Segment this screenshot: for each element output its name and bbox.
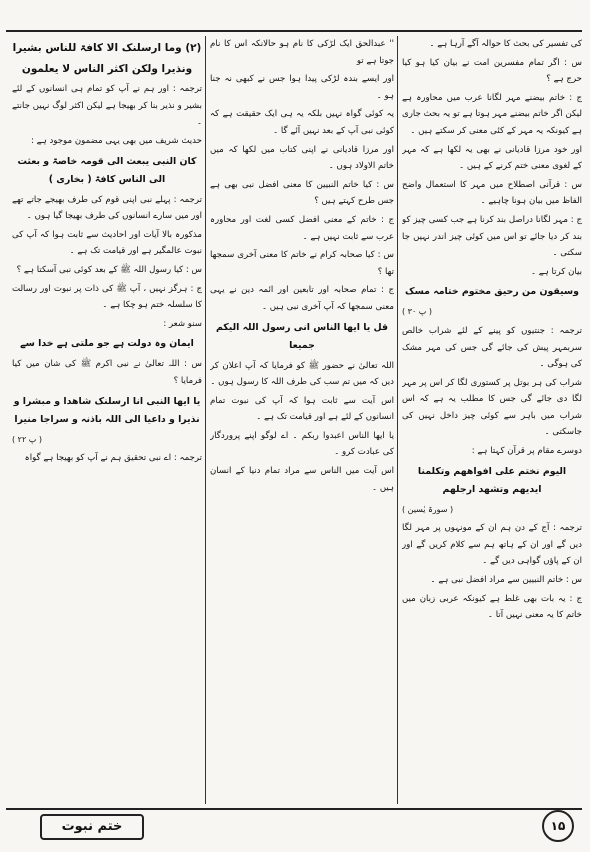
quran-verse: یا ایھا النبی انا ارسلنک شاھدا و مبشرا و نذیرا و داعیا الی اللہ باذنہ و سراجا منیرا — [13, 395, 201, 425]
paragraph: حدیث شریف میں بھی یہی مضمون موجود ہے : — [31, 135, 202, 146]
verse-reference: ( پ ۳۰ ) — [402, 307, 433, 317]
paragraph: ترجمہ : اور ہم نے آپ کو تمام ہی انسانوں کے لئے بشیر و نذیر بنا کر بھیجا ہے لیکن اکثر لوگ نہیں جانتے ۔ — [12, 84, 202, 128]
paragraph: س : کیا رسول اللہ ﷺ کے بعد کوئی نبی آسکتا ہے ؟ — [16, 264, 202, 275]
paragraph: ترجمہ : پہلے نبی اپنی قوم کی طرف بھیجے جاتے تھے اور میں سارے انسانوں کی طرف بھیجا گیا ہوں ۔ — [12, 194, 202, 222]
paragraph: ج : خاتم بیضنے مہر لگانا عرب میں محاورہ ہے لیکن اگر خاتم بیضنے مہر ہوتا ہے تو یہ بحث جاری ہے کیونکہ یہ مہر کے کئی معنی کر سکتے ہیں ۔ — [402, 92, 582, 136]
paragraph: ج : یہ بات بھی غلط ہے کیونکہ عربی زبان میں خاتم کا یہ معنی نہیں آتا ۔ — [402, 593, 582, 621]
paragraph: ج : خاتم کے معنی افضل کسی لغت اور محاورہ عرب سے ثابت نہیں ہے ۔ — [210, 214, 394, 242]
paragraph: مذکورہ بالا آیات اور احادیث سے ثابت ہوا کہ آپ کی نبوت عالمگیر ہے اور قیامت تک ہے ۔ — [12, 229, 202, 257]
column-divider — [205, 36, 206, 804]
paragraph: ترجمہ : آج کے دن ہم ان کے مونہوں پر مہر لگا دیں گے اور ان کے ہاتھ ہم سے کلام کریں گے اور ان کے پاؤں گواہی دیں گے ۔ — [402, 523, 582, 567]
paragraph: س : اللہ تعالیٰ نے نبی اکرم ﷺ کی شان میں کیا فرمایا ؟ — [12, 359, 202, 386]
document-page — [6, 8, 582, 846]
paragraph: س : خاتم النبیین سے مراد افضل نبی ہے ۔ — [430, 575, 582, 586]
verse-reference: ( سورۃ یٰسین ) — [402, 504, 454, 514]
hadith-text: کان النبی یبعث الی قومہ خاصۃ و بعثت الی الناس کافۃ ( بخاری ) — [17, 155, 197, 185]
column-left-header: (۲) وما ارسلنک الا کافۃ للناس بشیرا — [12, 42, 202, 54]
paragraph: دوسرے مقام پر قرآن کہتا ہے : — [471, 446, 582, 457]
paragraph: اور خود مرزا قادیانی نے بھی یہ لکھا ہے کہ مہر کے لغوی معنی ختم کرنے کے ہیں ۔ — [402, 144, 582, 172]
column-middle-header: '' عبدالحق ایک لڑکی کا نام ہو حالانکہ اس کا نام جوتا ہے تو — [210, 39, 394, 66]
paragraph: اللہ تعالیٰ نے حضور ﷺ کو فرمایا کہ آپ اعلان کر دیں کہ میں تم سب کی طرف اللہ کا رسول ہوں ۔ — [210, 360, 394, 388]
paragraph: اور مرزا قادیانی نے اپنی کتاب میں لکھا کہ میں خاتم الاولاد ہوں ۔ — [210, 144, 394, 172]
verse-continuation: ونذیرا ولکن اکثر الناس لا یعلمون — [21, 62, 193, 75]
column-right — [402, 36, 582, 804]
paragraph: ترجمہ : جنتیوں کو پینے کے لئے شراب خالص سربمہر پیش کی جائے گی جس کی مہر مشک کی ہوگی ۔ — [402, 325, 582, 370]
paragraph: س : اگر تمام مفسرین امت نے بیان کیا ہو کیا حرج ہے ؟ — [402, 57, 582, 85]
top-rule — [6, 30, 582, 32]
paragraph: شراب کی ہر بوتل پر کستوری لگا کر اس پر مہر لگا دی جائے گی جس کا مطلب یہ ہے کہ اس شراب میں باہر سے کوئی چیز داخل نہیں کی جاسکتی ۔ — [402, 377, 582, 438]
paragraph: بیان کرتا ہے ۔ — [530, 266, 582, 277]
page-number: ۱۵ — [542, 810, 574, 842]
paragraph: ج : تمام صحابہ اور تابعین اور ائمہ دین نے یہی معنی سمجھا کہ آپ آخری نبی ہیں ۔ — [210, 285, 394, 312]
paragraph: اور ایسے بندہ لڑکی پیدا ہوا جس نے کبھی نہ جنا ہو ۔ — [210, 74, 394, 101]
quran-verse: الیوم نختم علی افواھھم وتکلمنا ایدیھم وتشھد ارجلھم — [417, 465, 567, 495]
paragraph: ج : مہر لگانا دراصل بند کرنا ہے جب کسی چیز کو بند کر دیا جائے تو اس میں کوئی چیز اندر نہیں جا سکتی ۔ — [402, 214, 582, 259]
paragraph: س : کیا صحابہ کرام نے خاتم کا معنی آخری سمجھا تھا ؟ — [210, 250, 394, 277]
paragraph: ترجمہ : اے نبی تحقیق ہم نے آپ کو بھیجا ہے گواہ — [24, 453, 202, 464]
magazine-logo: ختم نبوت — [40, 814, 144, 840]
paragraph: اس آیت میں الناس سے مراد تمام دنیا کے انسان ہیں ۔ — [210, 466, 394, 493]
paragraph: س : کیا خاتم النبیین کا معنی افضل نبی بھی ہے جس طرح کہتے ہیں ؟ — [210, 179, 394, 207]
poetry-line: ایمان وہ دولت ہے جو ملتی ہے خدا سے — [20, 338, 194, 350]
column-divider — [397, 36, 398, 804]
paragraph: اس آیت سے ثابت ہوا کہ آپ کی نبوت تمام انسانوں کے لئے ہے اور قیامت تک ہے ۔ — [210, 395, 394, 423]
paragraph: س : قرآنی اصطلاح میں مہر کا استعمال واضح الفاظ میں بیان ہونا چاہیے ۔ — [402, 179, 582, 207]
column-right-header: کی تفسیر کی بحث کا حوالہ آگے آرہا ہے ۔ — [429, 39, 582, 49]
paragraph: یا ایھا الناس اعبدوا ربکم ۔ اے لوگو اپنے پروردگار کی عبادت کرو ۔ — [210, 430, 394, 458]
column-middle — [210, 36, 394, 804]
paragraph: ج : ہرگز نہیں ، آپ ﷺ کی ذات پر نبوت اور رسالت کا سلسلہ ختم ہو چکا ہے ۔ — [12, 283, 202, 311]
page-footer — [6, 808, 582, 846]
paragraph: سنو شعر : — [163, 318, 202, 329]
column-left — [12, 36, 202, 804]
quran-verse: وسیقون من رحیق مختوم ختامہ مسک — [405, 286, 579, 298]
paragraph: یہ کوئی گواہ نہیں بلکہ یہ ہی ایک حقیقت ہے کہ کوئی نبی آپ کے بعد نہیں آئے گا ۔ — [210, 109, 394, 136]
quran-verse: قل یا ایھا الناس انی رسول اللہ الیکم جمیعا — [215, 321, 389, 351]
verse-reference: ( پ ۲۲ ) — [12, 434, 43, 444]
